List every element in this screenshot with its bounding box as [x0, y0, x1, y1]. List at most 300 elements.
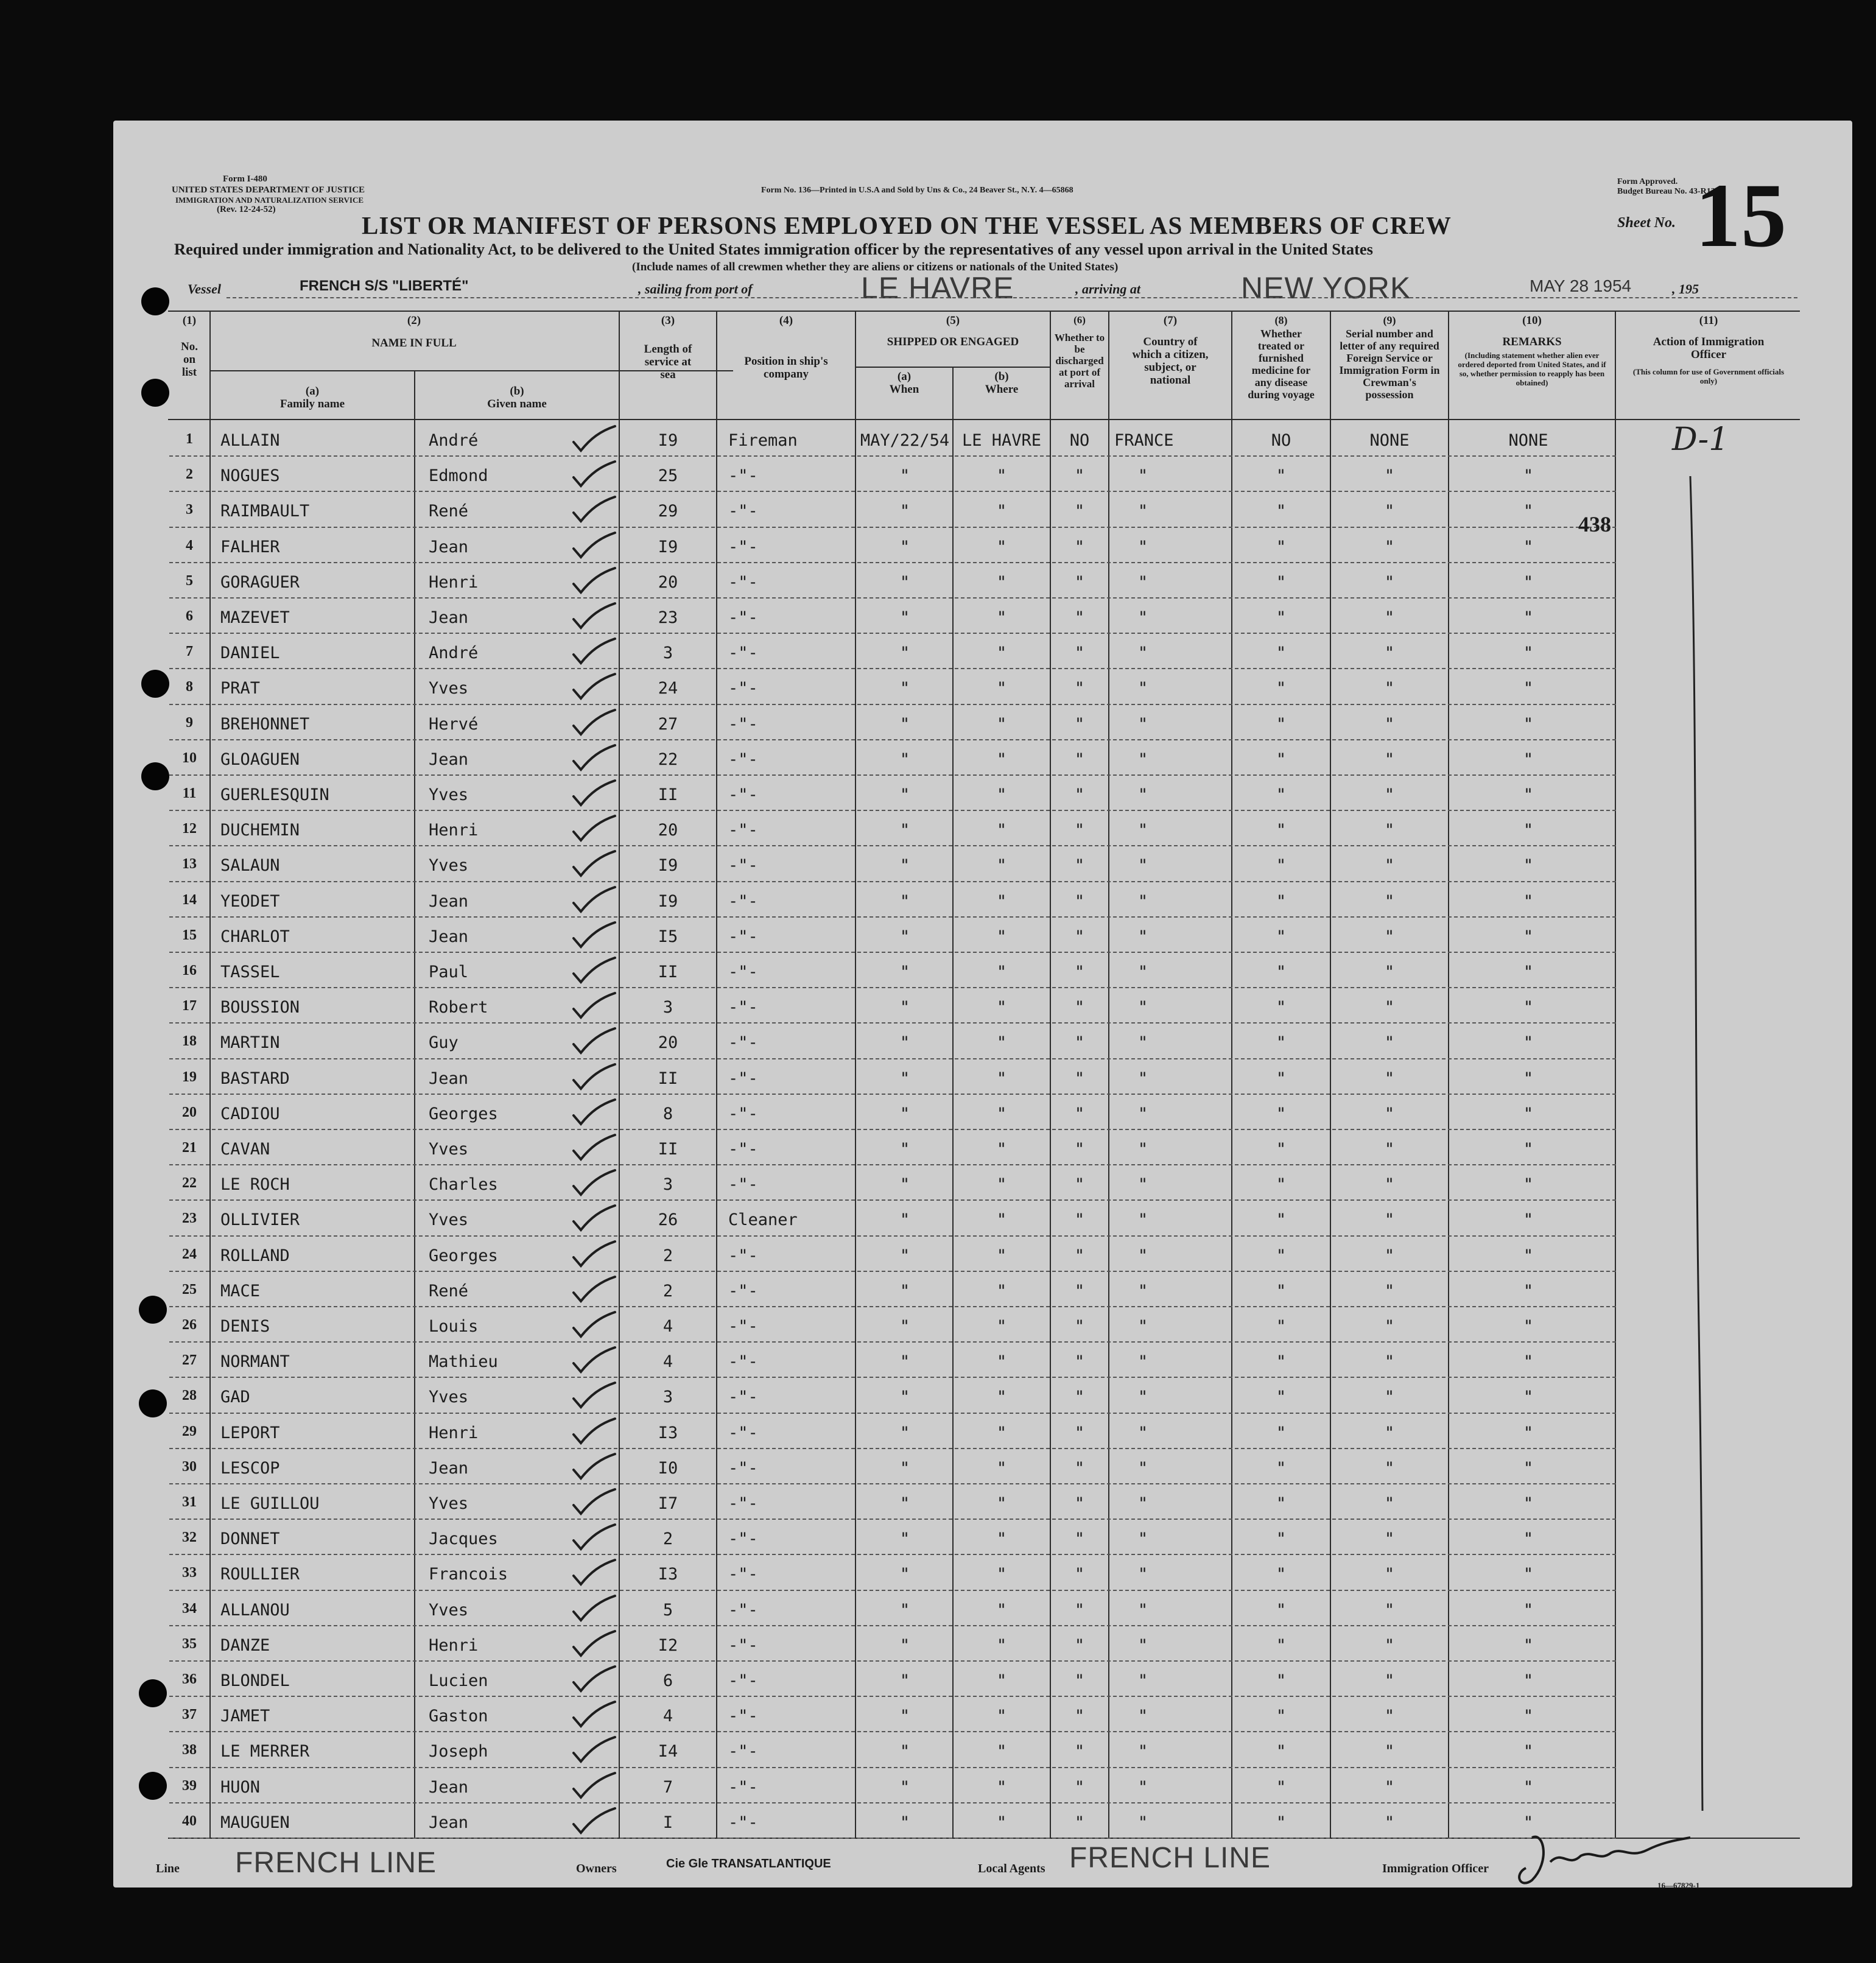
position: -"-	[728, 1069, 758, 1088]
shipped-where: "	[996, 785, 1007, 804]
form-subtitle: Required under immigration and Nationality Act, to be delivered to the United States immigration officer by the representatives of any vessel upon arrival in the United States	[174, 240, 1373, 258]
binder-hole	[141, 762, 169, 790]
agents-label: Local Agents	[978, 1862, 1045, 1875]
serial-number: "	[1384, 1565, 1395, 1584]
country: "	[1137, 608, 1148, 627]
check-mark-icon	[569, 778, 617, 809]
row-rule	[169, 1129, 1616, 1130]
discharged-flag: "	[1074, 1069, 1085, 1088]
check-mark-icon	[569, 672, 617, 702]
treated-flag: "	[1276, 1175, 1287, 1195]
row-rule	[169, 455, 1616, 457]
given-name: Edmond	[429, 466, 488, 486]
row-number: 22	[182, 1175, 197, 1192]
given-name: Jean	[429, 537, 469, 557]
shipped-header: (5) SHIPPED OR ENGAGED	[887, 314, 1019, 348]
discharged-flag: "	[1074, 998, 1085, 1017]
check-mark-icon	[569, 1026, 617, 1056]
given-name: Yves	[429, 1494, 469, 1513]
family-name: LE MERRER	[220, 1742, 310, 1761]
col-divider	[1448, 311, 1449, 1838]
shipped-when: "	[899, 1140, 910, 1159]
shipped-where: "	[996, 750, 1007, 769]
discharged-flag: "	[1074, 1565, 1085, 1584]
serial-number: "	[1384, 1635, 1395, 1655]
row-rule	[169, 1767, 1616, 1768]
family-name: CAVAN	[220, 1140, 270, 1159]
position: -"-	[728, 1458, 758, 1478]
family-name: LE ROCH	[220, 1175, 290, 1195]
discharged-flag: "	[1074, 1033, 1085, 1053]
treated-flag: "	[1276, 1423, 1287, 1442]
service-length: II	[658, 785, 678, 804]
shipped-where: "	[996, 1813, 1007, 1832]
country: "	[1137, 1140, 1148, 1159]
shipped-where: "	[996, 1529, 1007, 1549]
check-mark-icon	[569, 1557, 617, 1588]
given-name: Jean	[429, 927, 469, 946]
check-mark-icon	[569, 1345, 617, 1375]
row-number: 35	[182, 1635, 197, 1652]
row-number: 2	[186, 466, 193, 483]
discharged-flag: "	[1074, 644, 1085, 663]
service-length: 26	[658, 1210, 678, 1230]
remarks: "	[1523, 466, 1534, 486]
service-length: I0	[658, 1458, 678, 1478]
service-length: II	[658, 1140, 678, 1159]
shipped-where: "	[996, 1317, 1007, 1336]
shipped-where: "	[996, 1033, 1007, 1053]
treated-flag: NO	[1271, 431, 1291, 450]
service-length: 2	[662, 1529, 673, 1549]
position: -"-	[728, 1281, 758, 1301]
service-length: 4	[662, 1707, 673, 1726]
serial-number: "	[1384, 1707, 1395, 1726]
treated-flag: "	[1276, 785, 1287, 804]
family-name: GAD	[220, 1388, 250, 1407]
arrival-port: NEW YORK	[1241, 271, 1411, 305]
shipped-when: "	[899, 821, 910, 840]
family-name: DANIEL	[220, 644, 280, 663]
family-name: MARTIN	[220, 1033, 280, 1053]
serial-number: "	[1384, 750, 1395, 769]
shipped-where: "	[996, 1352, 1007, 1372]
shipped-when: "	[899, 1069, 910, 1088]
row-number: 11	[182, 785, 197, 801]
row-rule	[169, 845, 1616, 846]
row-rule	[169, 1058, 1616, 1059]
form-code: 16—67829-1	[1657, 1881, 1700, 1890]
row-rule	[169, 1306, 1616, 1307]
family-name: OLLIVIER	[220, 1210, 300, 1230]
remarks: "	[1523, 1813, 1534, 1832]
shipped-when: "	[899, 1742, 910, 1761]
row-rule	[169, 952, 1616, 953]
row-rule	[169, 704, 1616, 705]
family-name: LESCOP	[220, 1458, 280, 1478]
serial-number: "	[1384, 1317, 1395, 1336]
check-mark-icon	[569, 530, 617, 561]
serial-number: "	[1384, 1813, 1395, 1832]
given-name: Joseph	[429, 1742, 488, 1761]
treated-flag: "	[1276, 1281, 1287, 1301]
position: -"-	[728, 1565, 758, 1584]
form-title: LIST OR MANIFEST OF PERSONS EMPLOYED ON THE VESSEL AS MEMBERS OF CREW	[362, 211, 1452, 239]
owners-label: Owners	[576, 1862, 617, 1875]
budget-bureau: Budget Bureau No. 43-R136.	[1617, 187, 1722, 196]
service-length: I9	[658, 891, 678, 911]
row-rule	[169, 527, 1616, 528]
row-number: 33	[182, 1565, 197, 1581]
country: "	[1137, 1635, 1148, 1655]
shipped-where: "	[996, 821, 1007, 840]
remarks: "	[1523, 1458, 1534, 1478]
agents-name: FRENCH LINE	[1069, 1842, 1271, 1874]
check-mark-icon	[569, 920, 617, 950]
serial-number: "	[1384, 502, 1395, 521]
country: "	[1137, 927, 1148, 946]
treated-flag: "	[1276, 1317, 1287, 1336]
discharged-flag: "	[1074, 821, 1085, 840]
family-name: DUCHEMIN	[220, 821, 300, 840]
service-length: 3	[662, 1175, 673, 1195]
check-mark-icon	[569, 1062, 617, 1092]
treated-flag: "	[1276, 679, 1287, 698]
row-number: 28	[182, 1388, 197, 1404]
col1-header: (1) No. on list	[181, 314, 198, 379]
row-rule	[169, 810, 1616, 811]
remarks: "	[1523, 1352, 1534, 1372]
country: "	[1137, 502, 1148, 521]
family-name: HUON	[220, 1777, 261, 1797]
row-rule	[169, 1377, 1616, 1378]
service-length: II	[658, 1069, 678, 1088]
shipped-when: "	[899, 1600, 910, 1620]
check-mark-icon	[569, 1203, 617, 1234]
family-name: GORAGUER	[220, 572, 300, 592]
shipped-where: "	[996, 1600, 1007, 1620]
discharged-flag: "	[1074, 1529, 1085, 1549]
shipped-where: "	[996, 466, 1007, 486]
shipped-where: "	[996, 1281, 1007, 1301]
position: -"-	[728, 1777, 758, 1797]
remarks: "	[1523, 927, 1534, 946]
position: -"-	[728, 750, 758, 769]
treated-flag: "	[1276, 1246, 1287, 1265]
position: -"-	[728, 1742, 758, 1761]
discharged-flag: "	[1074, 1813, 1085, 1832]
position: -"-	[728, 466, 758, 486]
service-length: 20	[658, 572, 678, 592]
shipped-where: "	[996, 927, 1007, 946]
shipped-where-header: (b) Where	[985, 370, 1019, 396]
shipped-where: "	[996, 1210, 1007, 1230]
country-header: (7) Country of which a citizen, subject, or national	[1132, 314, 1209, 387]
family-name: LEPORT	[220, 1423, 280, 1442]
shipped-where: "	[996, 856, 1007, 876]
country: "	[1137, 1742, 1148, 1761]
treated-flag: "	[1276, 856, 1287, 876]
remarks: "	[1523, 644, 1534, 663]
country: "	[1137, 963, 1148, 982]
row-rule	[169, 881, 1616, 882]
treated-flag: "	[1276, 537, 1287, 557]
position: -"-	[728, 1600, 758, 1620]
shipped-when: "	[899, 537, 910, 557]
position: -"-	[728, 1813, 758, 1832]
shipped-where: LE HAVRE	[961, 431, 1042, 450]
shipped-when: "	[899, 1352, 910, 1372]
row-number: 31	[182, 1494, 197, 1510]
country: "	[1137, 644, 1148, 663]
country: "	[1137, 1600, 1148, 1620]
given-name: Yves	[429, 679, 469, 698]
shipped-when: "	[899, 608, 910, 627]
service-length: I4	[658, 1742, 678, 1761]
shipped-when-header: (a) When	[889, 370, 919, 396]
country: "	[1137, 891, 1148, 911]
service-length: I3	[658, 1423, 678, 1442]
country: "	[1137, 1069, 1148, 1088]
shipped-when: "	[899, 644, 910, 663]
shipped-where: "	[996, 679, 1007, 698]
remarks: "	[1523, 1317, 1534, 1336]
discharged-flag: "	[1074, 891, 1085, 911]
row-number: 38	[182, 1742, 197, 1758]
service-length: 2	[662, 1246, 673, 1265]
discharged-flag: "	[1074, 750, 1085, 769]
shipped-when: "	[899, 1317, 910, 1336]
family-name: MAZEVET	[220, 608, 290, 627]
given-name: Paul	[429, 963, 469, 982]
shipped-when: "	[899, 750, 910, 769]
shipped-where: "	[996, 502, 1007, 521]
binder-hole	[141, 379, 169, 407]
position: -"-	[728, 1494, 758, 1513]
row-number: 36	[182, 1671, 197, 1687]
serial-number: "	[1384, 1529, 1395, 1549]
country: "	[1137, 1317, 1148, 1336]
discharged-flag: "	[1074, 1352, 1085, 1372]
discharged-flag: "	[1074, 1458, 1085, 1478]
row-rule	[169, 597, 1616, 599]
departure-port: LE HAVRE	[861, 271, 1014, 305]
given-name: René	[429, 1281, 469, 1301]
row-number: 21	[182, 1140, 197, 1156]
given-name: Yves	[429, 1140, 469, 1159]
binder-hole	[139, 1389, 167, 1417]
arrival-date: MAY 28 1954	[1530, 276, 1632, 295]
family-name: CHARLOT	[220, 927, 290, 946]
family-name: ROLLAND	[220, 1246, 290, 1265]
check-mark-icon	[569, 1771, 617, 1801]
service-length: I3	[658, 1565, 678, 1584]
check-mark-icon	[569, 1664, 617, 1694]
check-mark-icon	[569, 1629, 617, 1659]
row-number: 3	[186, 502, 193, 518]
given-name: Gaston	[429, 1707, 488, 1726]
given-name: Jean	[429, 608, 469, 627]
check-mark-icon	[569, 955, 617, 986]
row-number: 37	[182, 1707, 197, 1723]
remarks: "	[1523, 963, 1534, 982]
row-number: 24	[182, 1246, 197, 1262]
shipped-where: "	[996, 644, 1007, 663]
row-rule	[169, 1519, 1616, 1520]
treated-flag: "	[1276, 1352, 1287, 1372]
line-name: FRENCH LINE	[235, 1847, 437, 1879]
family-name: YEODET	[220, 891, 280, 911]
binder-hole	[141, 670, 169, 698]
family-name: SALAUN	[220, 856, 280, 876]
shipped-when: "	[899, 1104, 910, 1123]
discharged-flag: "	[1074, 466, 1085, 486]
given-name: Henri	[429, 572, 479, 592]
check-mark-icon	[569, 708, 617, 738]
manifest-sheet	[113, 121, 1852, 1888]
treated-flag: "	[1276, 963, 1287, 982]
row-rule	[169, 1448, 1616, 1449]
row-rule	[169, 491, 1616, 492]
service-length: II	[658, 963, 678, 982]
row-rule	[169, 987, 1616, 988]
given-name: Jean	[429, 1813, 469, 1832]
given-name: Jean	[429, 1458, 469, 1478]
country: "	[1137, 1458, 1148, 1478]
service-length: 20	[658, 1033, 678, 1053]
discharged-flag: "	[1074, 927, 1085, 946]
discharged-flag: "	[1074, 502, 1085, 521]
country: "	[1137, 785, 1148, 804]
position: -"-	[728, 927, 758, 946]
row-rule	[169, 562, 1616, 563]
treated-flag: "	[1276, 1707, 1287, 1726]
row-number: 7	[186, 644, 193, 660]
col-divider	[209, 311, 211, 1838]
treated-flag: "	[1276, 1458, 1287, 1478]
given-name: André	[429, 644, 479, 663]
country: "	[1137, 1529, 1148, 1549]
family-name: DONNET	[220, 1529, 280, 1549]
remarks: "	[1523, 1635, 1534, 1655]
shipped-where: "	[996, 1777, 1007, 1797]
family-name: FALHER	[220, 537, 280, 557]
treated-flag: "	[1276, 466, 1287, 486]
family-name: NORMANT	[220, 1352, 290, 1372]
remarks: "	[1523, 785, 1534, 804]
shipped-when: "	[899, 1777, 910, 1797]
country: "	[1137, 750, 1148, 769]
treated-flag: "	[1276, 821, 1287, 840]
remarks: "	[1523, 1210, 1534, 1230]
check-mark-icon	[569, 636, 617, 667]
serial-number: "	[1384, 1069, 1395, 1088]
treated-flag: "	[1276, 644, 1287, 663]
year-suffix: , 195	[1672, 281, 1699, 297]
given-name: Hervé	[429, 714, 479, 734]
position: -"-	[728, 1317, 758, 1336]
discharged-flag: "	[1074, 1671, 1085, 1690]
treated-flag: "	[1276, 714, 1287, 734]
serial-number: "	[1384, 1281, 1395, 1301]
row-number: 5	[186, 572, 193, 589]
shipped-where: "	[996, 998, 1007, 1017]
discharged-flag: "	[1074, 1140, 1085, 1159]
remarks: "	[1523, 1033, 1534, 1053]
discharged-flag: "	[1074, 608, 1085, 627]
treated-flag: "	[1276, 1210, 1287, 1230]
shipped-where: "	[996, 1742, 1007, 1761]
position: -"-	[728, 1140, 758, 1159]
check-mark-icon	[569, 991, 617, 1021]
country: "	[1137, 1104, 1148, 1123]
country: "	[1137, 466, 1148, 486]
check-mark-icon	[569, 424, 617, 454]
row-rule	[169, 633, 1616, 634]
table-top-rule	[168, 311, 1800, 312]
row-rule	[169, 1696, 1616, 1697]
shipped-when: "	[899, 1813, 910, 1832]
family-name: MACE	[220, 1281, 261, 1301]
row-number: 25	[182, 1281, 197, 1298]
shipped-when: "	[899, 1281, 910, 1301]
family-name: BOUSSION	[220, 998, 300, 1017]
row-rule	[169, 1838, 1616, 1839]
family-name: ALLANOU	[220, 1600, 290, 1620]
remarks: "	[1523, 1246, 1534, 1265]
check-mark-icon	[569, 1097, 617, 1128]
row-number: 34	[182, 1600, 197, 1617]
col-divider	[619, 311, 620, 1838]
position: -"-	[728, 679, 758, 698]
discharged-flag: "	[1074, 856, 1085, 876]
country: "	[1137, 1777, 1148, 1797]
serial-number: "	[1384, 714, 1395, 734]
row-number: 15	[182, 927, 197, 943]
shipped-when: "	[899, 1210, 910, 1230]
service-length: 27	[658, 714, 678, 734]
given-name: Yves	[429, 785, 469, 804]
given-name: André	[429, 431, 479, 450]
check-mark-icon	[569, 459, 617, 490]
position: -"-	[728, 1423, 758, 1442]
owners-name: Cie Gle TRANSATLANTIQUE	[666, 1857, 831, 1870]
officer-action-header: (11) Action of Immigration Officer (This column for use of Government officials only)	[1632, 314, 1785, 385]
remarks: "	[1523, 891, 1534, 911]
remarks: NONE	[1508, 431, 1548, 450]
position: -"-	[728, 1352, 758, 1372]
remarks: "	[1523, 1777, 1534, 1797]
service-length: 3	[662, 644, 673, 663]
position: -"-	[728, 963, 758, 982]
shipped-when: "	[899, 502, 910, 521]
treated-flag: "	[1276, 1069, 1287, 1088]
col-divider	[1615, 311, 1616, 1838]
family-name: DANZE	[220, 1635, 270, 1655]
remarks: "	[1523, 502, 1534, 521]
row-number: 40	[182, 1813, 197, 1829]
row-number: 8	[186, 679, 193, 695]
shipped-where: "	[996, 1458, 1007, 1478]
position: -"-	[728, 1707, 758, 1726]
serial-number: "	[1384, 927, 1395, 946]
position: -"-	[728, 1175, 758, 1195]
discharged-flag: "	[1074, 1210, 1085, 1230]
position: -"-	[728, 821, 758, 840]
remarks: "	[1523, 821, 1534, 840]
check-mark-icon	[569, 743, 617, 773]
serial-number: "	[1384, 644, 1395, 663]
